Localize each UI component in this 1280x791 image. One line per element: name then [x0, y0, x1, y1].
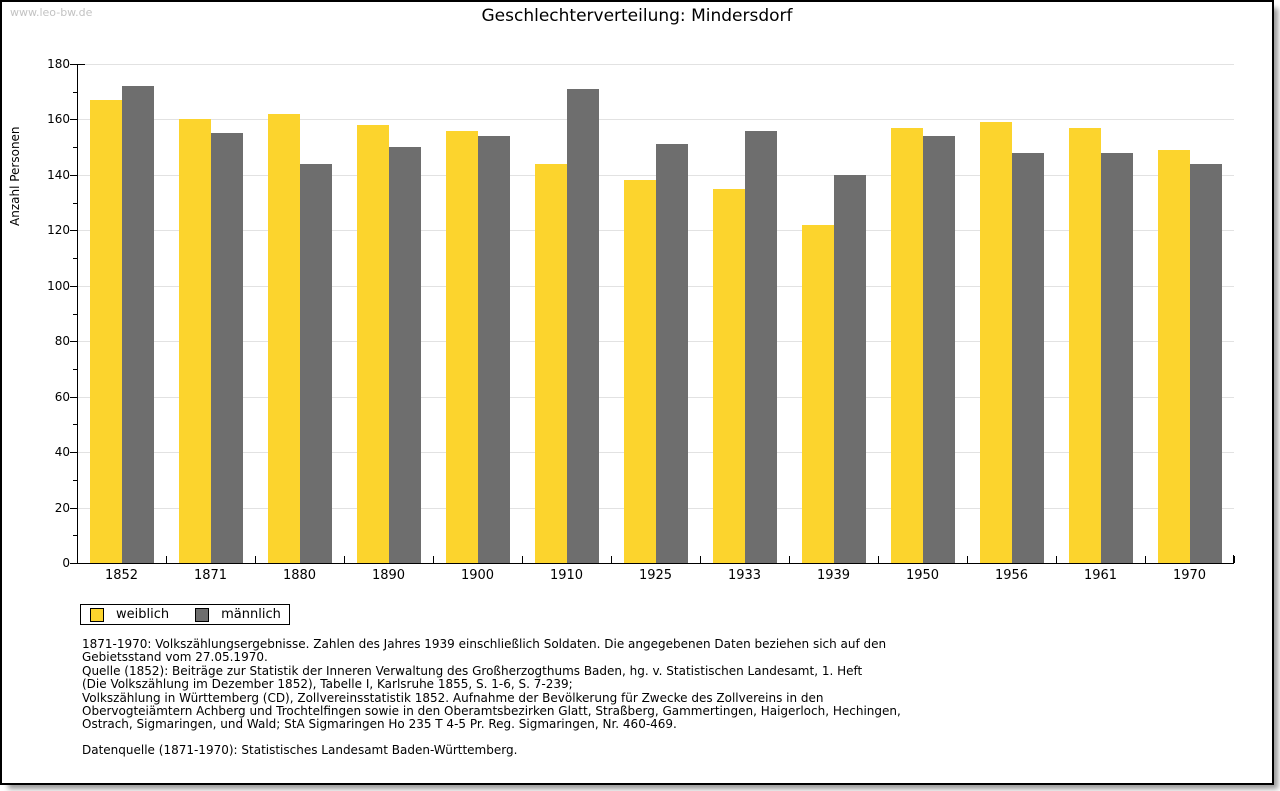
bar-weiblich-1925 — [624, 180, 656, 563]
x-tick-label: 1852 — [104, 568, 139, 583]
bar-maennlich-1933 — [745, 131, 777, 564]
footnote-line: Obervogteiämtern Achberg und Trochtelfingen sowie in den Oberamtsbezirken Glatt, Straßberg, Gammertingen, Haigerloch, Hechingen, — [82, 704, 901, 719]
y-tick-major — [70, 230, 77, 231]
x-tick-label: 1956 — [994, 568, 1029, 583]
x-tick-label: 1939 — [816, 568, 851, 583]
footnote-line: Gebietsstand vom 27.05.1970. — [82, 650, 268, 665]
legend-label-weiblich: weiblich — [116, 607, 170, 622]
bar-weiblich-1961 — [1069, 128, 1101, 563]
bar-maennlich-1939 — [834, 175, 866, 563]
bar-weiblich-1900 — [446, 131, 478, 564]
x-tick-label: 1961 — [1083, 568, 1118, 583]
footnote-line: Volkszählung in Württemberg (CD), Zollvereinsstatistik 1852. Aufnahme der Bevölkerung für Zwecke des Zollvereins in den — [82, 690, 824, 705]
x-tick-label: 1950 — [905, 568, 940, 583]
bar-maennlich-1852 — [122, 86, 154, 563]
y-tick-major — [70, 563, 77, 564]
y-tick-label: 0 — [62, 556, 70, 570]
y-tick-major — [70, 397, 77, 398]
y-tick-major — [70, 286, 77, 287]
y-axis-line — [77, 64, 78, 564]
y-tick-label: 180 — [47, 57, 70, 71]
y-tick-major — [70, 175, 77, 176]
bar-weiblich-1950 — [891, 128, 923, 563]
x-tick — [166, 556, 167, 563]
footnotes — [82, 638, 901, 757]
y-tick-label: 120 — [47, 223, 70, 238]
bar-maennlich-1950 — [923, 136, 955, 563]
footnote-line: 1871-1970: Volkszählungsergebnisse. Zahlen des Jahres 1939 einschließlich Soldaten. Die angegebenen Daten beziehen sich auf den — [82, 637, 887, 651]
watermark-text: www.leo-bw.de — [10, 6, 93, 19]
x-tick-label: 1970 — [1172, 568, 1207, 583]
bar-maennlich-1925 — [656, 144, 688, 563]
x-tick-label: 1890 — [371, 568, 406, 583]
y-tick-label: 160 — [47, 112, 70, 127]
footnote-line: Quelle (1852): Beiträge zur Statistik der Inneren Verwaltung des Großherzogthums Baden, hg. v. Statistischen Landesamt, 1. Heft — [82, 663, 863, 678]
x-tick — [344, 556, 345, 563]
bar-maennlich-1880 — [300, 164, 332, 563]
bar-weiblich-1970 — [1158, 150, 1190, 563]
gridline — [77, 64, 1234, 65]
x-tick-label: 1871 — [193, 568, 228, 583]
bar-maennlich-1871 — [211, 133, 243, 563]
y-axis-title: Anzahl Personen — [8, 126, 22, 226]
bar-maennlich-1970 — [1190, 164, 1222, 563]
bar-weiblich-1939 — [802, 225, 834, 563]
bar-maennlich-1910 — [567, 89, 599, 563]
x-tick — [878, 556, 879, 563]
y-tick-label: 20 — [54, 500, 70, 515]
x-tick — [700, 556, 701, 563]
legend-swatch-weiblich — [90, 608, 104, 622]
x-tick — [1145, 556, 1146, 563]
x-tick-label: 1880 — [282, 568, 317, 583]
y-tick-label: 140 — [47, 167, 70, 182]
y-tick-major — [70, 341, 77, 342]
legend-label-maennlich: männlich — [221, 607, 281, 622]
y-tick-label: 100 — [47, 278, 70, 293]
x-tick — [433, 556, 434, 563]
legend — [80, 604, 290, 625]
bar-maennlich-1961 — [1101, 153, 1133, 563]
bar-weiblich-1890 — [357, 125, 389, 563]
chart-area — [2, 2, 1272, 602]
footnote-line: Ostrach, Sigmaringen, und Wald; StA Sigmaringen Ho 235 T 4-5 Pr. Reg. Sigmaringen, Nr. 460-469. — [82, 717, 677, 732]
x-tick — [1056, 556, 1057, 563]
bar-maennlich-1956 — [1012, 153, 1044, 563]
y-axis-endcap — [77, 64, 85, 65]
y-tick-label: 80 — [54, 334, 70, 349]
gridline — [77, 119, 1234, 120]
datasource-line: Datenquelle (1871-1970): Statistisches Landesamt Baden-Württemberg. — [82, 742, 518, 757]
y-tick-major — [70, 64, 77, 65]
bar-weiblich-1910 — [535, 164, 567, 563]
bar-weiblich-1933 — [713, 189, 745, 563]
x-tick — [522, 556, 523, 563]
bar-weiblich-1871 — [179, 119, 211, 563]
bar-maennlich-1900 — [478, 136, 510, 563]
bar-weiblich-1880 — [268, 114, 300, 563]
x-tick — [789, 556, 790, 563]
x-tick-label: 1933 — [727, 568, 762, 583]
x-tick — [1234, 556, 1235, 563]
bar-weiblich-1852 — [90, 100, 122, 563]
bar-maennlich-1890 — [389, 147, 421, 563]
x-axis-endcap — [1233, 555, 1234, 563]
y-tick-label: 40 — [54, 445, 70, 460]
y-tick-major — [70, 119, 77, 120]
x-tick-label: 1925 — [638, 568, 673, 583]
legend-swatch-maennlich — [195, 608, 209, 622]
x-axis-line — [77, 563, 1234, 564]
x-tick-label: 1910 — [549, 568, 584, 583]
footnote-line: (Die Volkszählung im Dezember 1852), Tabelle I, Karlsruhe 1855, S. 1-6, S. 7-239; — [82, 677, 573, 692]
bar-weiblich-1956 — [980, 122, 1012, 563]
x-tick — [611, 556, 612, 563]
y-tick-major — [70, 452, 77, 453]
x-tick-label: 1900 — [460, 568, 495, 583]
y-tick-major — [70, 508, 77, 509]
x-tick — [967, 556, 968, 563]
y-tick-label: 60 — [54, 389, 70, 404]
x-tick — [255, 556, 256, 563]
page-title: Geschlechterverteilung: Mindersdorf — [481, 6, 793, 26]
